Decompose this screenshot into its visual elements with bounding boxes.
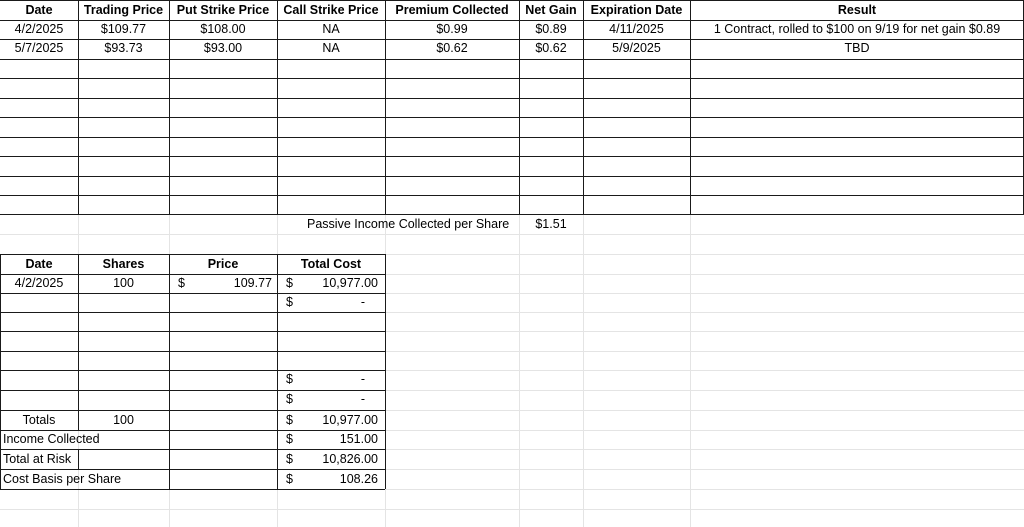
- currency-symbol: $: [286, 372, 293, 386]
- header-call-strike: Call Strike Price: [283, 3, 379, 17]
- holdings-header-date: Date: [25, 257, 53, 271]
- holdings-header-price: Price: [207, 257, 239, 271]
- trade-premium: $0.99: [436, 22, 468, 36]
- currency-symbol: $: [178, 276, 185, 290]
- income-collected-label: Income Collected: [3, 432, 100, 446]
- border: [0, 176, 1024, 177]
- total-at-risk-value: 10,826.00: [322, 452, 378, 466]
- currency-symbol: $: [286, 413, 293, 427]
- currency-symbol: $: [286, 392, 293, 406]
- border: [0, 59, 1024, 60]
- header-result: Result: [837, 3, 877, 17]
- trade-put-strike: $93.00: [203, 41, 243, 55]
- border: [0, 98, 1024, 99]
- border: [169, 254, 170, 489]
- header-put-strike: Put Strike Price: [176, 3, 270, 17]
- holding-total-dash: -: [360, 392, 365, 406]
- border: [385, 254, 386, 489]
- trade-trading-price: $109.77: [100, 22, 147, 36]
- border: [0, 137, 1024, 138]
- currency-symbol: $: [286, 276, 293, 290]
- border: [0, 78, 1024, 79]
- cost-basis-value: 108.26: [339, 472, 378, 486]
- header-net-gain: Net Gain: [525, 3, 577, 17]
- border: [0, 195, 1024, 196]
- trade-expiration: 5/9/2025: [612, 41, 661, 55]
- header-expiration: Expiration Date: [590, 3, 683, 17]
- trade-trading-price: $93.73: [104, 41, 143, 55]
- income-collected-value: 151.00: [339, 432, 378, 446]
- trade-expiration: 4/11/2025: [609, 22, 664, 36]
- holding-total-dash: -: [360, 372, 365, 386]
- passive-income-label: Passive Income Collected per Share: [307, 217, 510, 231]
- totals-total: 10,977.00: [322, 413, 378, 427]
- border: [0, 117, 1024, 118]
- border: [0, 351, 385, 352]
- holding-shares: 100: [113, 276, 134, 290]
- trade-date: 5/7/2025: [14, 41, 64, 55]
- holding-price: 109.77: [233, 276, 272, 290]
- holding-total: 10,977.00: [322, 276, 378, 290]
- trade-net-gain: $0.62: [535, 41, 567, 55]
- totals-label: Totals: [22, 413, 56, 427]
- header-trading-price: Trading Price: [83, 3, 164, 17]
- header-date: Date: [25, 3, 53, 17]
- border: [78, 449, 79, 469]
- holding-date: 4/2/2025: [14, 276, 64, 290]
- trade-call-strike: NA: [322, 41, 340, 55]
- trade-result: TBD: [844, 41, 870, 55]
- border: [277, 254, 278, 489]
- currency-symbol: $: [286, 452, 293, 466]
- currency-symbol: $: [286, 295, 293, 309]
- trade-call-strike: NA: [322, 22, 340, 36]
- header-premium: Premium Collected: [395, 3, 509, 17]
- currency-symbol: $: [286, 432, 293, 446]
- cost-basis-label: Cost Basis per Share: [3, 472, 122, 486]
- border: [0, 331, 385, 332]
- gridline: [0, 509, 1024, 510]
- holdings-header-total-cost: Total Cost: [300, 257, 362, 271]
- total-at-risk-label: Total at Risk: [3, 452, 72, 466]
- trade-net-gain: $0.89: [535, 22, 567, 36]
- holding-total-dash: -: [360, 295, 365, 309]
- trade-premium: $0.62: [436, 41, 468, 55]
- totals-shares: 100: [113, 413, 134, 427]
- border: [0, 156, 1024, 157]
- trade-result: 1 Contract, rolled to $100 on 9/19 for net gain $0.89: [713, 22, 1001, 36]
- trade-date: 4/2/2025: [14, 22, 64, 36]
- trade-put-strike: $108.00: [200, 22, 246, 36]
- passive-income-value: $1.51: [535, 217, 567, 231]
- currency-symbol: $: [286, 472, 293, 486]
- holdings-header-shares: Shares: [102, 257, 145, 271]
